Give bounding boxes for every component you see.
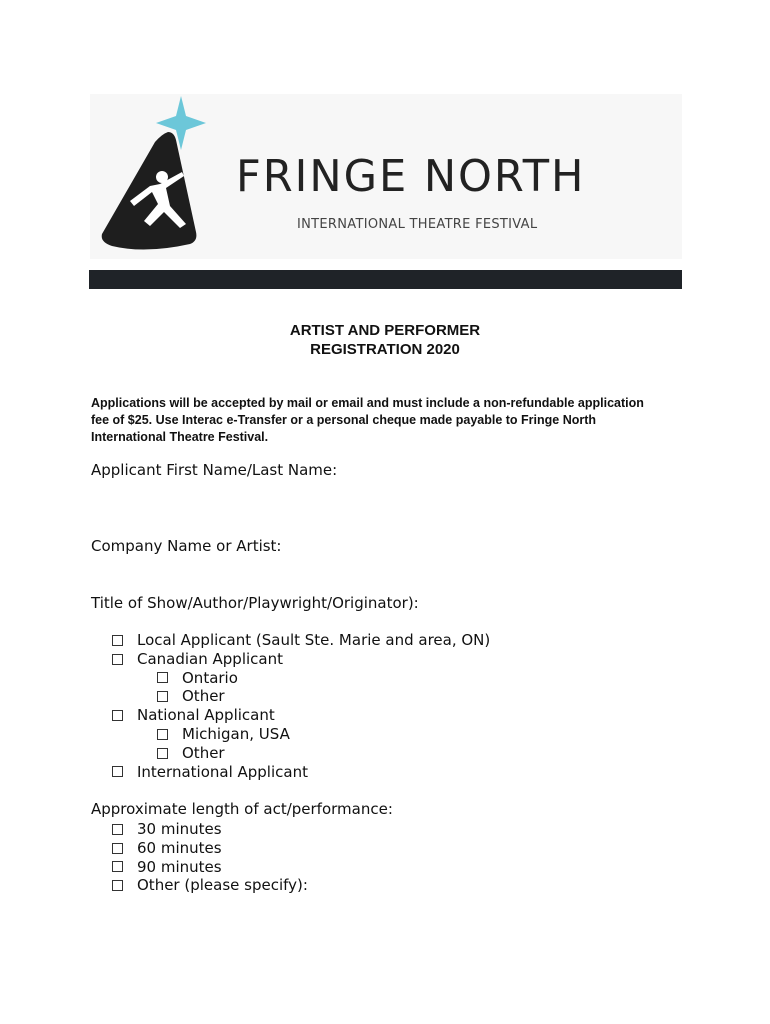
performance-length-list bbox=[91, 820, 308, 895]
list-item bbox=[91, 744, 490, 763]
length-other-label: Other (please specify): bbox=[137, 876, 308, 895]
length-60-label: 60 minutes bbox=[137, 838, 222, 857]
length-60-checkbox[interactable] bbox=[112, 843, 123, 854]
national-other-label: Other bbox=[182, 743, 225, 762]
logo-title: FRINGE NORTH bbox=[236, 151, 586, 202]
intro-line-2: fee of $25. Use Interac e-Transfer or a personal cheque made payable to Fringe North bbox=[91, 413, 597, 427]
ontario-checkbox[interactable] bbox=[157, 672, 168, 683]
length-90-label: 90 minutes bbox=[137, 857, 222, 876]
list-item bbox=[91, 706, 490, 725]
form-title-line-2: REGISTRATION 2020 bbox=[310, 341, 460, 358]
michigan-checkbox[interactable] bbox=[157, 729, 168, 740]
length-90-checkbox[interactable] bbox=[112, 861, 123, 872]
intro-line-3: International Theatre Festival. bbox=[91, 430, 269, 444]
national-other-checkbox[interactable] bbox=[157, 748, 168, 759]
intro-line-1: Applications will be accepted by mail or email and must include a non-refundable application bbox=[91, 396, 644, 410]
canadian-other-checkbox[interactable] bbox=[157, 691, 168, 702]
list-item bbox=[91, 839, 308, 858]
international-applicant-checkbox[interactable] bbox=[112, 766, 123, 777]
local-applicant-label: Local Applicant (Sault Ste. Marie and area, ON) bbox=[137, 631, 491, 649]
length-other-checkbox[interactable] bbox=[112, 880, 123, 891]
canadian-other-label: Other bbox=[182, 687, 225, 706]
canadian-applicant-checkbox[interactable] bbox=[112, 654, 123, 665]
michigan-label: Michigan, USA bbox=[182, 724, 290, 743]
list-item bbox=[91, 669, 490, 688]
international-applicant-label: International Applicant bbox=[137, 762, 308, 781]
list-item bbox=[91, 820, 308, 839]
list-item bbox=[91, 631, 490, 650]
performance-length-label: Approximate length of act/performance: bbox=[91, 800, 393, 818]
header-divider-bar bbox=[89, 270, 682, 289]
national-applicant-checkbox[interactable] bbox=[112, 710, 123, 721]
applicant-type-list bbox=[91, 631, 490, 781]
ontario-label: Ontario bbox=[182, 668, 238, 687]
logo-subtitle: INTERNATIONAL THEATRE FESTIVAL bbox=[297, 217, 538, 232]
company-name-label: Company Name or Artist: bbox=[91, 537, 282, 555]
intro-paragraph bbox=[91, 395, 691, 446]
list-item bbox=[91, 763, 490, 782]
festival-logo-banner bbox=[90, 94, 682, 259]
list-item bbox=[91, 858, 308, 877]
national-applicant-label: National Applicant bbox=[137, 706, 275, 725]
list-item bbox=[91, 725, 490, 744]
list-item bbox=[91, 650, 490, 669]
list-item bbox=[91, 687, 490, 706]
show-title-label: Title of Show/Author/Playwright/Originator): bbox=[91, 594, 419, 612]
list-item bbox=[91, 876, 308, 895]
length-30-checkbox[interactable] bbox=[112, 824, 123, 835]
canadian-applicant-label: Canadian Applicant bbox=[137, 649, 283, 668]
applicant-name-label: Applicant First Name/Last Name: bbox=[91, 461, 338, 479]
local-applicant-checkbox[interactable] bbox=[112, 635, 123, 646]
form-title bbox=[0, 321, 770, 359]
length-30-label: 30 minutes bbox=[137, 820, 222, 838]
form-title-line-1: ARTIST AND PERFORMER bbox=[289, 322, 481, 339]
logo-graphic bbox=[90, 94, 240, 259]
